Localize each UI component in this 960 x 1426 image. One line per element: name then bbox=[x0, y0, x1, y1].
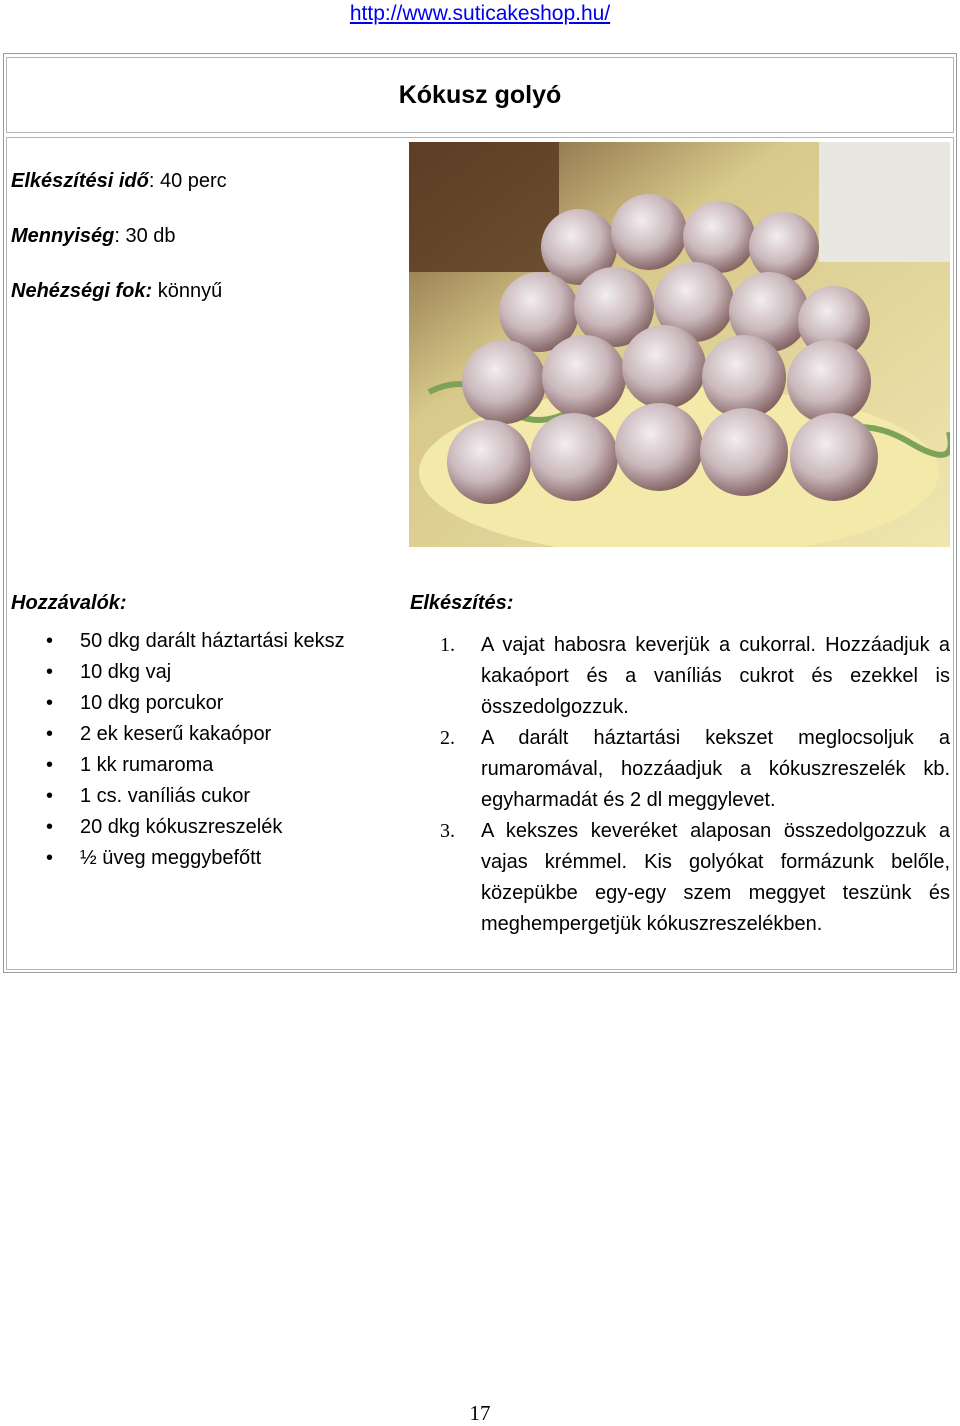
step-number: 1. bbox=[440, 634, 455, 656]
step-number: 2. bbox=[440, 727, 455, 749]
step-text: A kekszes keveréket alaposan összedolgozzuk a vajas krémmel. Kis golyókat formázunk belőle, közepükbe egy-egy szem meggyet teszünk és meghempergetjük kókuszreszelékben. bbox=[481, 820, 950, 935]
difficulty-label: Nehézségi fok: bbox=[11, 280, 153, 302]
site-url-link[interactable]: http://www.suticakeshop.hu/ bbox=[349, 2, 611, 25]
prep-time-line: Elkészítési idő: 40 perc bbox=[11, 170, 227, 192]
preparation-steps bbox=[440, 630, 950, 940]
difficulty-line bbox=[11, 280, 222, 303]
step-text: A vajat habosra keverjük a cukorral. Hozzáadjuk a kakaóport és a vaníliás cukrot és ezekkel is összedolgozzuk. bbox=[481, 634, 950, 718]
ingredients-heading: Hozzávalók: bbox=[11, 592, 127, 614]
prep-time-label: Elkészítési idő bbox=[11, 170, 149, 192]
coconut-balls-photo bbox=[409, 142, 950, 547]
quantity-label: Mennyiség bbox=[11, 225, 115, 247]
title-cell bbox=[6, 57, 954, 133]
step-item bbox=[440, 723, 950, 816]
step-item bbox=[440, 816, 950, 940]
preparation-heading: Elkészítés: bbox=[410, 592, 514, 614]
page-number: 17 bbox=[469, 1401, 491, 1425]
step-item bbox=[440, 630, 950, 723]
step-number: 3. bbox=[440, 820, 455, 842]
difficulty-value: könnyű bbox=[157, 280, 223, 302]
prep-time-value: 40 perc bbox=[159, 170, 227, 192]
step-text: A darált háztartási kekszet meglocsoljuk a rumaromával, hozzáadjuk a kókuszreszelék kb. egyharmadát és 2 dl meggylevet. bbox=[481, 727, 950, 811]
quantity-value: 30 db bbox=[125, 225, 176, 247]
recipe-title: Kókusz golyó bbox=[398, 80, 562, 109]
quantity-line: Mennyiség: 30 db bbox=[11, 225, 176, 247]
